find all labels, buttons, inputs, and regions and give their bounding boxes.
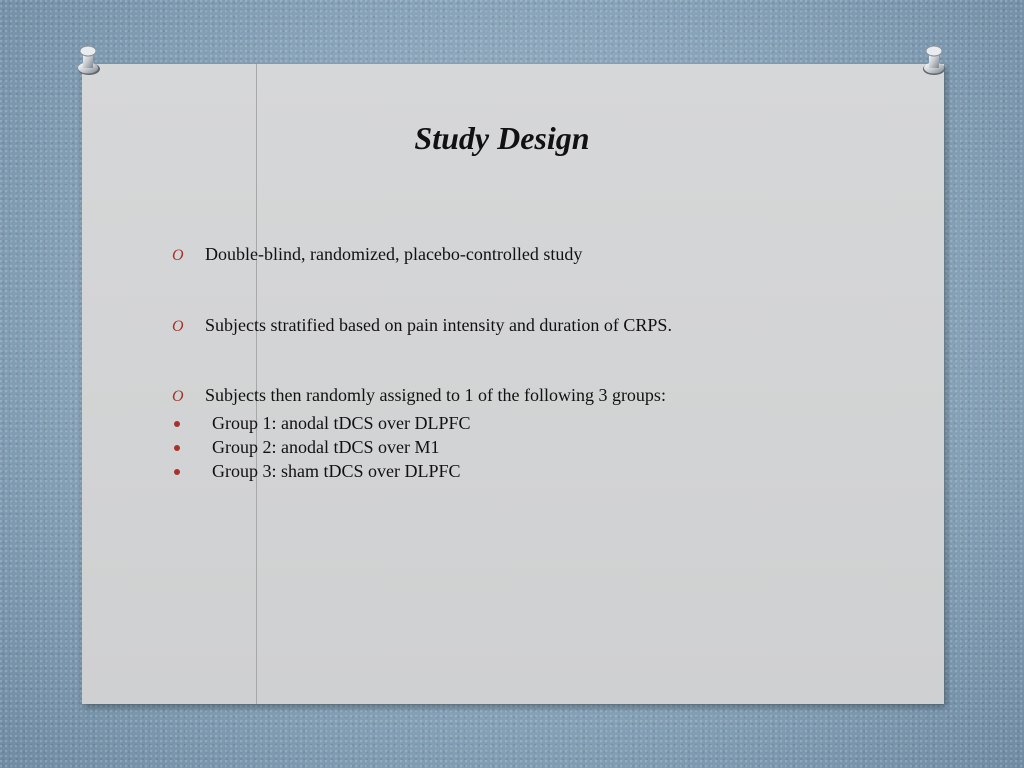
sub-bullet-text: Group 2: anodal tDCS over M1 xyxy=(212,437,440,457)
sub-bullet-item xyxy=(174,437,439,458)
slide-paper xyxy=(82,64,944,704)
bullet-item xyxy=(172,244,582,265)
bullet-marker-icon: O xyxy=(172,388,184,405)
pushpin-icon xyxy=(70,42,106,78)
bullet-text: Subjects then randomly assigned to 1 of the following 3 groups: xyxy=(205,385,666,405)
bullet-text: Double-blind, randomized, placebo-controlled study xyxy=(205,244,583,264)
bullet-item xyxy=(172,315,672,336)
sub-bullet-item xyxy=(174,413,471,434)
bullet-item xyxy=(172,385,666,406)
sub-bullet-text: Group 3: sham tDCS over DLPFC xyxy=(212,461,461,481)
bullet-dot-icon xyxy=(174,421,180,427)
sub-bullet-item xyxy=(174,461,461,482)
bullet-dot-icon xyxy=(174,469,180,475)
bullet-dot-icon xyxy=(174,445,180,451)
pushpin-icon xyxy=(916,42,952,78)
bullet-marker-icon: O xyxy=(172,318,184,335)
bullet-marker-icon: O xyxy=(172,247,184,264)
bullet-text: Subjects stratified based on pain intensity and duration of CRPS. xyxy=(205,315,672,335)
sub-bullet-text: Group 1: anodal tDCS over DLPFC xyxy=(212,413,471,433)
margin-line xyxy=(256,64,257,704)
slide-title: Study Design xyxy=(414,120,590,156)
